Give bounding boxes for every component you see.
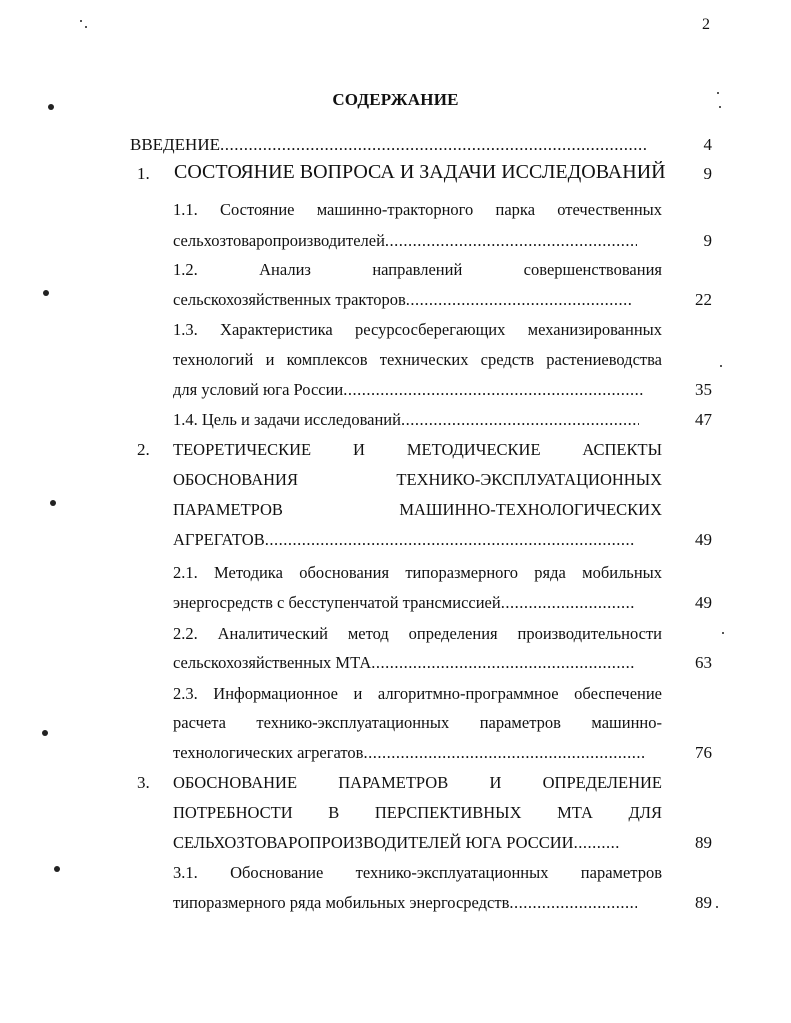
dot-leader	[265, 530, 635, 550]
toc-entry-text: 3.1. Обоснование технико-эксплуатационных параметров	[173, 863, 662, 882]
toc-entry-chapter-2-line3	[0, 500, 791, 530]
toc-entry-section-2-1	[0, 563, 791, 593]
chapter-title: СОСТОЯНИЕ ВОПРОСА И ЗАДАЧИ ИССЛЕДОВАНИЙ	[174, 161, 666, 183]
toc-entry-text: для условий юга России	[173, 380, 344, 399]
toc-entry-chapter-3	[0, 773, 791, 803]
toc-entry-section-1-2-cont	[0, 290, 791, 320]
toc-entry-section-2-3-line3	[0, 743, 791, 773]
toc-page-number: 4	[703, 135, 712, 154]
toc-page-number: 22	[695, 290, 712, 309]
dot-leader	[220, 135, 648, 155]
dot-leader	[371, 653, 636, 673]
scan-speck	[720, 365, 722, 367]
scan-speck	[85, 26, 87, 28]
dot-leader	[574, 833, 621, 853]
scan-mark	[48, 104, 54, 110]
dot-leader	[501, 593, 634, 613]
toc-entry-text: типоразмерного ряда мобильных энергосредств	[173, 893, 510, 912]
dot-leader	[343, 380, 643, 400]
toc-entry-text: технологий и комплексов технических средств растениеводства	[173, 350, 662, 369]
toc-page-number: 49	[695, 593, 712, 612]
toc-page-number: 89	[695, 893, 712, 912]
chapter-title: ОБОСНОВАНИЯ ТЕХНИКО-ЭКСПЛУАТАЦИОННЫХ	[173, 470, 662, 489]
page-number: 2	[702, 16, 710, 33]
toc-entry-section-1-4	[0, 410, 791, 440]
scan-mark	[43, 290, 49, 296]
toc-page-number: 76	[695, 743, 712, 762]
toc-entry-chapter-2-line4	[0, 530, 791, 560]
chapter-number: 2.	[137, 440, 150, 459]
scan-mark	[50, 500, 56, 506]
toc-entry-section-2-3	[0, 684, 791, 714]
toc-entry-section-2-1-cont	[0, 593, 791, 623]
dot-leader	[406, 290, 631, 310]
toc-entry-text: энергосредств с бесступенчатой трансмиссией	[173, 593, 501, 612]
toc-page-number: 9	[703, 231, 712, 250]
toc-page-number: 89	[695, 833, 712, 852]
toc-entry-text: 2.3. Информационное и алгоритмно-программное обеспечение	[173, 684, 662, 703]
toc-entry-text: расчета технико-эксплуатационных параметров машинно-	[173, 713, 662, 732]
chapter-title: ПАРАМЕТРОВ МАШИННО-ТЕХНОЛОГИЧЕСКИХ	[173, 500, 662, 519]
scan-speck	[717, 92, 719, 94]
scan-mark	[42, 730, 48, 736]
scan-mark	[54, 866, 60, 872]
scan-speck	[722, 632, 724, 634]
toc-entry-section-1-3-line3	[0, 380, 791, 410]
toc-entry-chapter-3-line2	[0, 803, 791, 833]
toc-entry-text: 1.1. Состояние машинно-тракторного парка отечественных	[173, 200, 662, 219]
toc-entry-text: ВВЕДЕНИЕ	[130, 135, 220, 154]
toc-entry-text: 1.4. Цель и задачи исследований	[173, 410, 401, 429]
toc-entry-chapter-1	[0, 161, 791, 194]
toc-page-number: 9	[703, 164, 712, 183]
chapter-title: ПОТРЕБНОСТИ В ПЕРСПЕКТИВНЫХ МТА ДЛЯ	[173, 803, 662, 822]
toc-entry-text: сельскохозяйственных МТА	[173, 653, 372, 672]
toc-entry-section-1-1	[0, 200, 791, 230]
toc-entry-section-3-1-cont	[0, 893, 791, 923]
toc-entry-text: 1.2. Анализ направлений совершенствования	[173, 260, 662, 279]
toc-page-number: 35	[695, 380, 712, 399]
dot-leader	[401, 410, 639, 430]
toc-entry-section-1-3-line2	[0, 350, 791, 380]
chapter-title: ТЕОРЕТИЧЕСКИЕ И МЕТОДИЧЕСКИЕ АСПЕКТЫ	[173, 440, 662, 459]
chapter-number: 3.	[137, 773, 150, 792]
dot-leader	[385, 231, 637, 251]
chapter-title: ОБОСНОВАНИЕ ПАРАМЕТРОВ И ОПРЕДЕЛЕНИЕ	[173, 773, 662, 792]
toc-entry-section-1-3	[0, 320, 791, 350]
toc-title: СОДЕРЖАНИЕ	[332, 90, 459, 109]
toc-entry-text: 2.2. Аналитический метод определения производительности	[173, 624, 662, 643]
dot-leader	[363, 743, 646, 763]
toc-page-number: 47	[695, 410, 712, 429]
toc-entry-chapter-2-line2	[0, 470, 791, 500]
dot-leader	[509, 893, 637, 913]
toc-entry-section-1-2	[0, 260, 791, 290]
chapter-title: СЕЛЬХОЗТОВАРОПРОИЗВОДИТЕЛЕЙ ЮГА РОССИИ	[173, 833, 574, 852]
toc-entry-text: 2.1. Методика обоснования типоразмерного ряда мобильных	[173, 563, 662, 582]
toc-page-number: 49	[695, 530, 712, 549]
toc-entry-section-2-2	[0, 624, 791, 654]
toc-entry-text: сельхозтоваропроизводителей	[173, 231, 385, 250]
toc-entry-text: сельскохозяйственных тракторов	[173, 290, 406, 309]
scan-speck	[719, 106, 721, 108]
toc-entry-section-1-1-cont	[0, 231, 791, 261]
toc-entry-section-3-1	[0, 863, 791, 893]
scan-speck	[80, 20, 82, 22]
toc-page-number: 63	[695, 653, 712, 672]
chapter-number: 1.	[137, 164, 150, 183]
toc-entry-text: 1.3. Характеристика ресурсосберегающих механизированных	[173, 320, 662, 339]
toc-entry-chapter-3-line3	[0, 833, 791, 863]
toc-entry-chapter-2	[0, 440, 791, 470]
toc-entry-section-2-3-line2	[0, 713, 791, 743]
scan-speck	[716, 906, 718, 908]
chapter-title: АГРЕГАТОВ	[173, 530, 265, 549]
toc-entry-text: технологических агрегатов	[173, 743, 364, 762]
toc-entry-section-2-2-cont	[0, 653, 791, 683]
